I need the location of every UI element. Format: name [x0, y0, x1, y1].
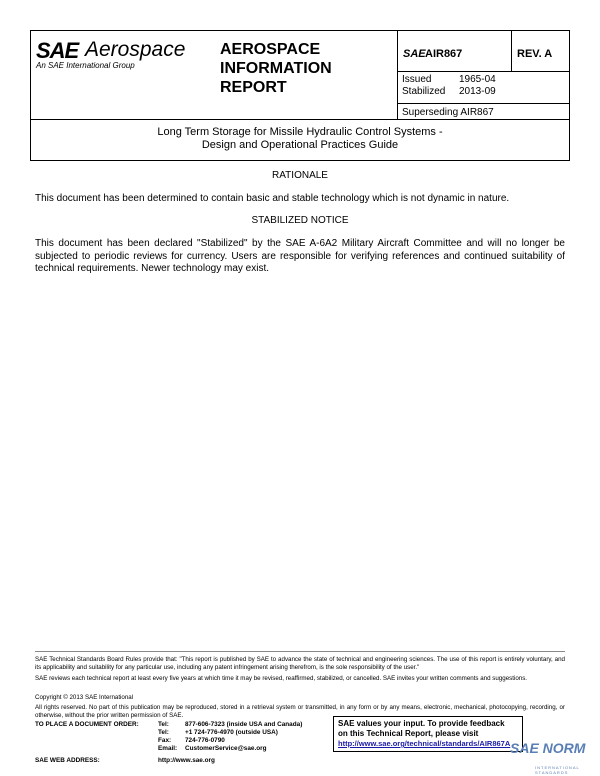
- watermark-subtitle: INTERNATIONAL STANDARDS: [535, 765, 580, 775]
- document-type: AEROSPACE INFORMATION REPORT: [220, 41, 332, 96]
- stabilized-notice-heading: STABILIZED NOTICE: [251, 215, 349, 226]
- order-label: TO PLACE A DOCUMENT ORDER:: [35, 721, 139, 728]
- sae-logo: SAE: [36, 38, 79, 63]
- issued-label: Issued: [402, 74, 432, 85]
- order-contacts: Tel: 877-606-7323 (inside USA and Canada) Tel: +1 724-776-4970 (outside USA) Fax: 724-776-0790 Email: CustomerService@sae.org: [158, 721, 303, 752]
- footer-copyright: Copyright © 2013 SAE International: [35, 694, 134, 701]
- superseding: Superseding AIR867: [402, 107, 494, 118]
- web-address-link[interactable]: http://www.sae.org: [158, 757, 215, 764]
- aerospace-logo: Aerospace: [85, 38, 186, 61]
- watermark: SAE NORM: [510, 740, 586, 756]
- issued-date: 1965-04: [459, 74, 496, 85]
- logo-tagline: An SAE International Group: [36, 61, 135, 70]
- email-link[interactable]: CustomerService@sae.org: [185, 745, 267, 752]
- stabilized-label: Stabilized: [402, 86, 446, 97]
- web-address-label: SAE WEB ADDRESS:: [35, 757, 100, 764]
- document-number: AIR867: [425, 48, 463, 60]
- rationale-text: This document has been determined to contain basic and stable technology which is not dynamic in nature.: [35, 193, 510, 204]
- stabilized-notice-text: This document has been declared "Stabilized" by the SAE A-6A2 Military Aircraft Committee and will no longer be subjected to periodic reviews for currency. Users are responsible for verifying references and continued suitability of technical requirements. Newer technology may exist.: [35, 238, 565, 274]
- sae-mark: SAE: [403, 48, 426, 60]
- feedback-link[interactable]: http://www.sae.org/technical/standards/AIR867A: [338, 739, 511, 748]
- footer-rules: SAE Technical Standards Board Rules provide that: "This report is published by SAE to advance the state of technical and engineering sciences. The use of this report is entirely voluntary, and its applicability and suitability for any particular use, including any patent infringement arising therefrom, is the sole responsibility of the user.": [35, 656, 565, 671]
- feedback-box: SAE values your input. To provide feedback on this Technical Report, please visit http://www.sae.org/technical/standards/AIR867A: [333, 716, 523, 752]
- footer-rights: All rights reserved. No part of this publication may be reproduced, stored in a retrieval system or transmitted, in any form or by any means, electronic, mechanical, photocopying, recording, or otherwise, without the prior written permission of SAE.: [35, 704, 565, 719]
- stabilized-date: 2013-09: [459, 86, 496, 97]
- footer-review: SAE reviews each technical report at least every five years at which time it may be revised, reaffirmed, stabilized, or cancelled. SAE invites your written comments and suggestions.: [35, 675, 528, 682]
- document-title: Long Term Storage for Missile Hydraulic Control Systems - Design and Operational Practices Guide: [157, 126, 443, 151]
- revision: REV. A: [517, 48, 553, 60]
- footer-divider: [35, 651, 565, 652]
- rationale-heading: RATIONALE: [272, 170, 328, 181]
